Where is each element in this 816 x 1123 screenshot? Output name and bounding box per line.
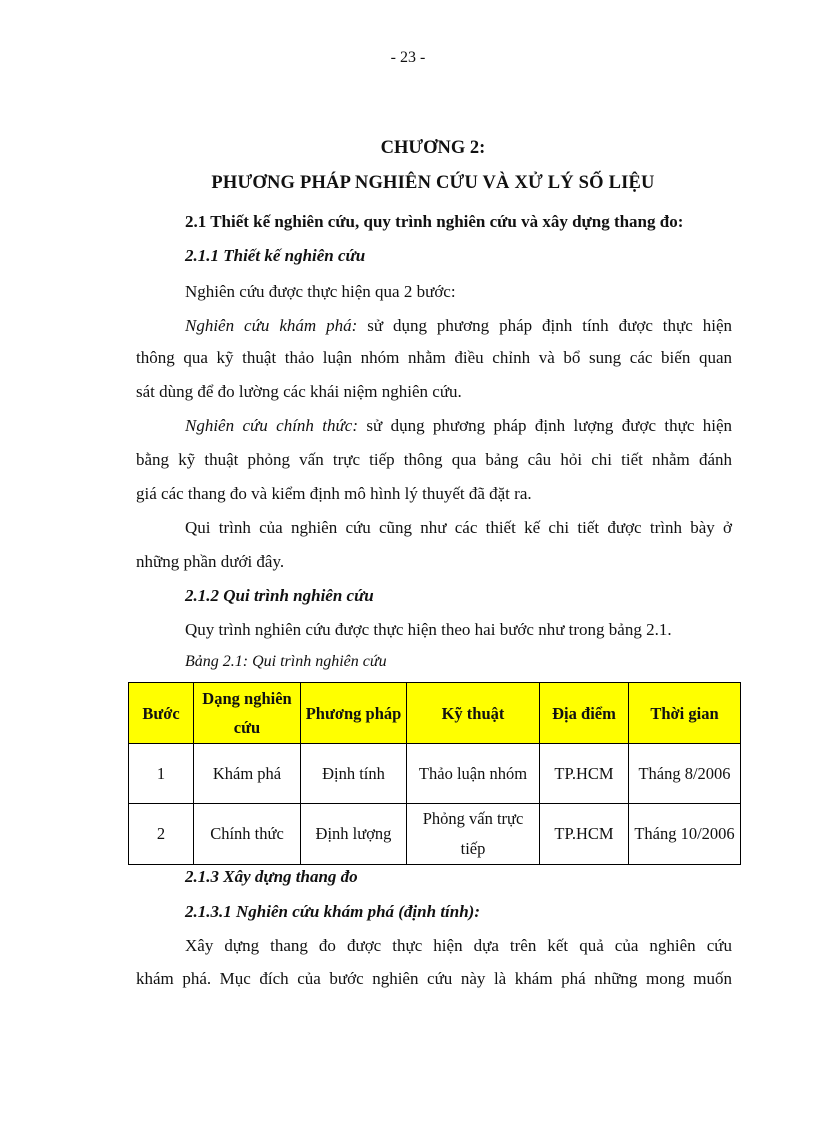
table-header-cell: Phương pháp [301,683,407,744]
chapter-title: CHƯƠNG 2: [380,138,486,158]
table-cell: 1 [129,744,194,804]
table-row [129,804,741,865]
paragraph-explore-line [185,315,732,337]
section-2-1-heading: 2.1 Thiết kế nghiên cứu, quy trình nghiên cứu và xây dựng thang đo: [185,212,684,231]
table-header-row [129,683,741,744]
table-cell: Định tính [301,744,407,804]
section-2-1-3-1-heading: 2.1.3.1 Nghiên cứu khám phá (định tính): [185,902,480,921]
page-number: - 23 - [390,49,426,66]
paragraph-formal-line: bằng kỹ thuật phỏng vấn trực tiếp thông qua bảng câu hỏi chi tiết nhằm đánh [136,450,732,469]
formal-label: Nghiên cứu chính thức: [185,416,358,435]
paragraph-process-line: Qui trình của nghiên cứu cũng như các thiết kế chi tiết được trình bày ở [185,518,732,537]
explore-text: sử dụng phương pháp định tính được thực hiện [367,316,733,335]
table-header-cell: Thời gian [629,683,741,744]
chapter-subtitle: PHƯƠNG PHÁP NGHIÊN CỨU VÀ XỬ LÝ SỐ LIỆU [211,173,655,193]
table-row [129,744,741,804]
paragraph-explore-line: sát dùng để đo lường các khái niệm nghiên cứu. [136,382,462,401]
paragraph-scale-line: Xây dựng thang đo được thực hiện dựa trên kết quả của nghiên cứu [185,936,732,955]
table-header-cell: Dạng nghiên cứu [194,683,301,744]
table-cell: Tháng 8/2006 [629,744,741,804]
table-header-cell: Địa điểm [540,683,629,744]
paragraph-intro: Nghiên cứu được thực hiện qua 2 bước: [185,282,456,301]
table-header-cell: Bước [129,683,194,744]
table-caption: Bảng 2.1: Qui trình nghiên cứu [185,653,387,670]
paragraph-scale-line: khám phá. Mục đích của bước nghiên cứu này là khám phá những mong muốn [136,969,732,988]
table-cell: Chính thức [194,804,301,865]
paragraph-formal-line: giá các thang đo và kiểm định mô hình lý thuyết đã đặt ra. [136,484,532,503]
table-cell: Tháng 10/2006 [629,804,741,865]
table-cell: Định lượng [301,804,407,865]
table-cell: Khám phá [194,744,301,804]
table-cell: 2 [129,804,194,865]
table-cell: TP.HCM [540,744,629,804]
explore-label: Nghiên cứu khám phá: [185,316,358,335]
table-cell: TP.HCM [540,804,629,865]
paragraph-explore-line: thông qua kỹ thuật thảo luận nhóm nhằm điều chỉnh và bổ sung các biến quan [136,348,732,367]
formal-text: sử dụng phương pháp định lượng được thực hiện [366,416,733,435]
table-cell: Thảo luận nhóm [407,744,540,804]
paragraph-table-intro: Quy trình nghiên cứu được thực hiện theo hai bước như trong bảng 2.1. [185,620,672,639]
paragraph-process-line: những phần dưới đây. [136,552,285,571]
table-header-cell: Kỹ thuật [407,683,540,744]
table-cell: Phỏng vấn trực tiếp [407,804,540,865]
paragraph-formal-line [185,415,732,437]
section-2-1-2-heading: 2.1.2 Qui trình nghiên cứu [185,586,374,605]
section-2-1-1-heading: 2.1.1 Thiết kế nghiên cứu [185,246,366,265]
research-process-table [128,682,741,865]
section-2-1-3-heading: 2.1.3 Xây dựng thang đo [185,867,358,886]
